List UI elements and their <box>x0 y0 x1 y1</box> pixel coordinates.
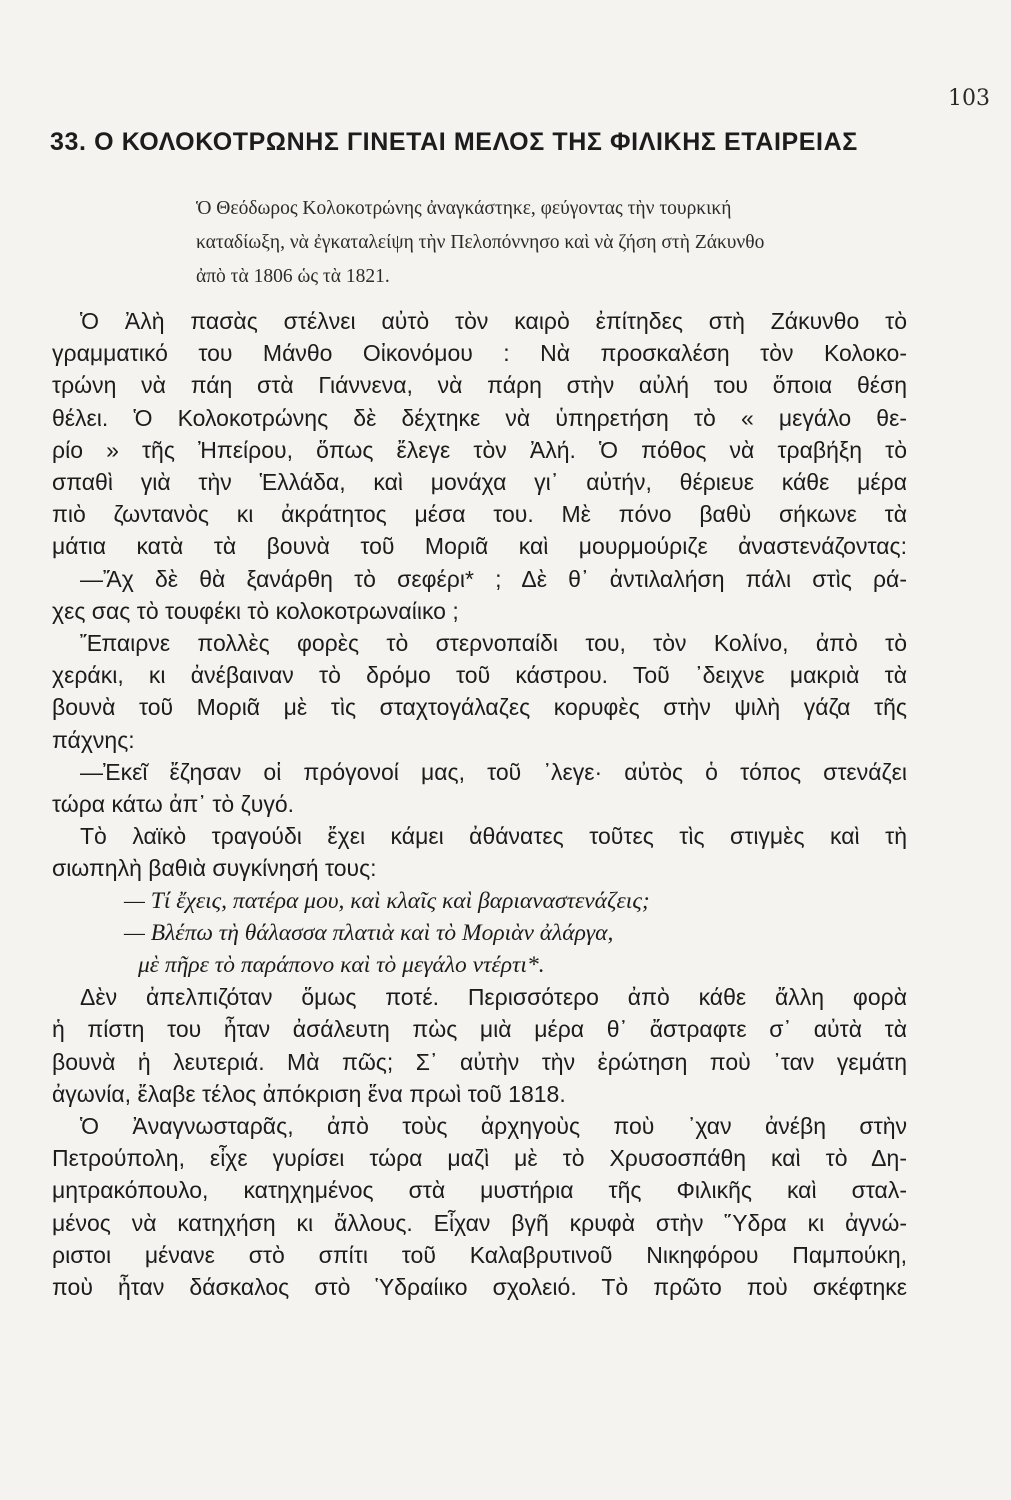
text-line: τώρα κάτω ἀπ᾿ τὸ ζυγό. <box>52 791 294 818</box>
text-line: Ὁ Ἀναγνωσταρᾶς, ἀπὸ τοὺς ἀρχηγοὺς ποὺ ᾿χαν ἀνέβη στὴν <box>80 1113 907 1140</box>
text-line: μάτια κατὰ τὰ βουνὰ τοῦ Μοριᾶ καὶ μουρμούριζε ἀναστενάζοντας: <box>52 533 907 560</box>
text-line: Πετρούπολη, εἶχε γυρίσει τώρα μαζὶ μὲ τὸ Χρυσοσπάθη καὶ τὸ Δη- <box>52 1145 907 1172</box>
summary-line: ἀπὸ τὰ 1806 ὡς τὰ 1821. <box>196 266 390 287</box>
chapter-summary <box>196 192 916 294</box>
dialogue-line: —Ἐκεῖ ἔζησαν οἱ πρόγονοί μας, τοῦ ᾿λεγε· αὐτὸς ὁ τόπος στενάζει <box>80 758 907 785</box>
page-number: 103 <box>948 86 990 111</box>
text-line: πάχνης: <box>52 726 135 753</box>
text-line: Τὸ λαϊκὸ τραγούδι ἔχει κάμει ἀθάνατες τοῦτες τὶς στιγμὲς καὶ τὴ <box>80 823 907 850</box>
main-text <box>52 305 907 1303</box>
text-line: Δὲν ἀπελπιζόταν ὅμως ποτέ. Περισσότερο ἀπὸ κάθε ἄλλη φορὰ <box>80 984 907 1011</box>
text-line: τρώνη νὰ πάη στὰ Γιάννενα, νὰ πάρη στὴν αὐλή του ὅποια θέση <box>52 372 907 399</box>
text-line: ποὺ ἦταν δάσκαλος στὸ Ὑδραίικο σχολειό. Τὸ πρῶτο ποὺ σκέφτηκε <box>52 1274 907 1301</box>
text-line: μητρακόπουλο, κατηχημένος στὰ μυστήρια τῆς Φιλικῆς καὶ σταλ- <box>52 1177 907 1204</box>
text-line: βουνὰ ἡ λευτεριά. Μὰ πῶς; Σ᾿ αὐτὴν τὴν ἐρώτηση ποὺ ᾿ταν γεμάτη <box>52 1048 907 1075</box>
text-line: βουνὰ τοῦ Μοριᾶ μὲ τὶς σταχτογάλαζες κορυφὲς στὴν ψιλὴ γάζα τῆς <box>52 694 907 721</box>
text-line: ριστοι μένανε στὸ σπίτι τοῦ Καλαβρυτινοῦ Νικηφόρου Παμπούκη, <box>52 1241 907 1268</box>
text-line: ρίο » τῆς Ἠπείρου, ὅπως ἔλεγε τὸν Ἀλή. Ὁ πόθος νὰ τραβήξη τὸ <box>52 436 907 463</box>
summary-line: καταδίωξη, νὰ ἐγκαταλείψη τὴν Πελοπόννησο καὶ νὰ ζήση στὴ Ζάκυνθο <box>196 232 765 253</box>
text-line: Ὁ Ἀλὴ πασὰς στέλνει αὐτὸ τὸν καιρὸ ἐπίτηδες στὴ Ζάκυνθο τὸ <box>80 308 907 334</box>
summary-line: Ὁ Θεόδωρος Κολοκοτρώνης ἀναγκάστηκε, φεύγοντας τὴν τουρκική <box>196 198 732 219</box>
text-line: Ἔπαιρνε πολλὲς φορὲς τὸ στερνοπαίδι του, τὸν Κολίνο, ἀπὸ τὸ <box>80 630 907 657</box>
dialogue-line: —Ἄχ δὲ θὰ ξανάρθη τὸ σεφέρι* ; Δὲ θ᾿ ἀντιλαλήση πάλι στὶς ρά- <box>80 565 907 592</box>
song-verse: μὲ πῆρε τὸ παράπονο καὶ τὸ μεγάλο ντέρτι*. <box>138 952 545 979</box>
text-line: πιὸ ζωντανὸς κι ἀκράτητος μέσα του. Μὲ πόνο βαθὺ σήκωνε τὰ <box>52 501 907 528</box>
text-line: χες σας τὸ τουφέκι τὸ κολοκοτρωναίικο ; <box>52 597 459 624</box>
text-line: ἡ πίστη του ἦταν ἀσάλευτη πὼς μιὰ μέρα θ᾿ ἄστραφτε σ᾿ αὐτὰ τὰ <box>52 1016 907 1043</box>
song-verse: — Βλέπω τὴ θάλασσα πλατιὰ καὶ τὸ Μοριὰν ἀλάργα, <box>124 919 614 946</box>
song-verse: — Τί ἔχεις, πατέρα μου, καὶ κλαῖς καὶ βαριαναστενάζεις; <box>124 887 650 914</box>
text-line: σπαθὶ γιὰ τὴν Ἑλλάδα, καὶ μονάχα γι᾿ αὐτήν, θέριευε κάθε μέρα <box>52 469 907 496</box>
text-line: μένος νὰ κατηχήση κι ἄλλους. Εἶχαν βγῆ κρυφὰ στὴν Ὕδρα κι ἀγνώ- <box>52 1209 907 1236</box>
text-line: θέλει. Ὁ Κολοκοτρώνης δὲ δέχτηκε νὰ ὑπηρετήση τὸ « μεγάλο θε- <box>52 404 907 431</box>
chapter-heading: 33. Ο ΚΟΛΟΚΟΤΡΩΝΗΣ ΓΙΝΕΤΑΙ ΜΕΛΟΣ ΤΗΣ ΦΙΛΙΚΗΣ ΕΤΑΙΡΕΙΑΣ <box>50 128 858 156</box>
text-line: σιωπηλὴ βαθιὰ συγκίνησή τους: <box>52 855 377 882</box>
text-line: γραμματικό του Μάνθο Οἰκονόμου : Νὰ προσκαλέση τὸν Κολοκο- <box>52 340 907 367</box>
text-line: ἀγωνία, ἔλαβε τέλος ἀπόκριση ἕνα πρωὶ τοῦ 1818. <box>52 1080 566 1107</box>
text-line: χεράκι, κι ἀνέβαιναν τὸ δρόμο τοῦ κάστρου. Τοῦ ᾿δειχνε μακριὰ τὰ <box>52 662 907 689</box>
